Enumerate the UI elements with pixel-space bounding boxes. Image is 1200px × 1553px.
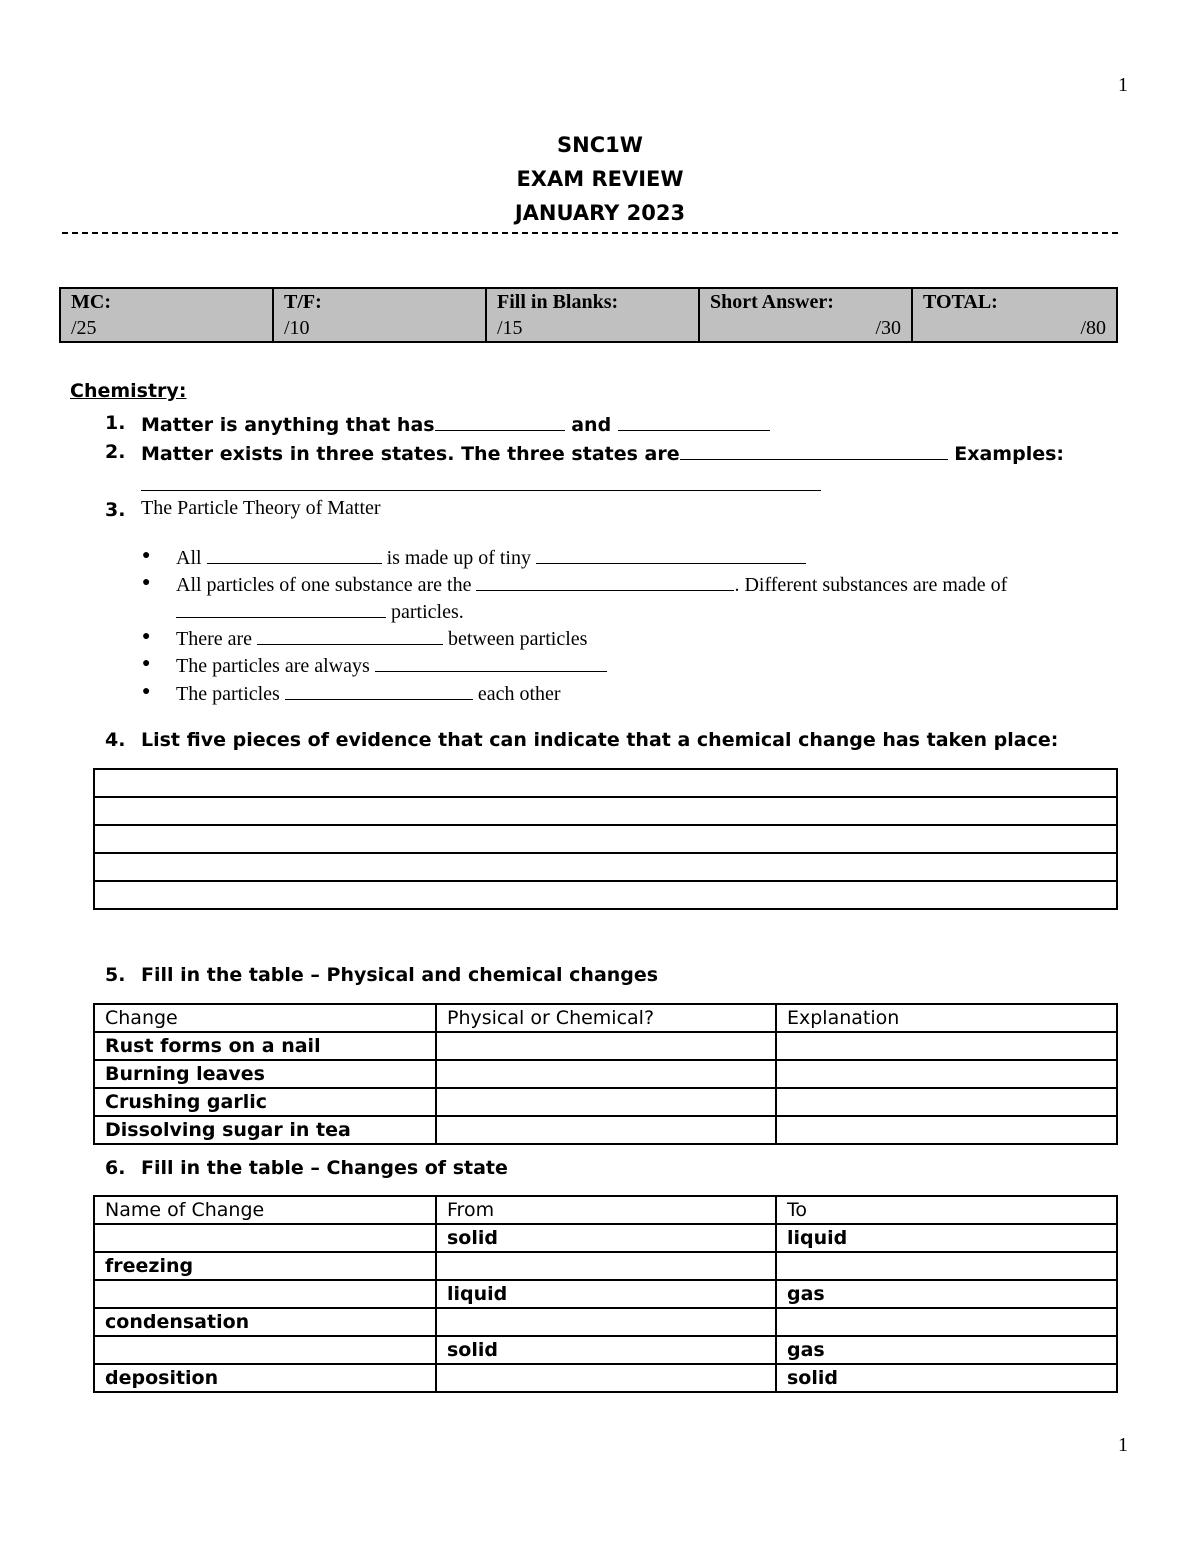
page-title: EXAM REVIEW xyxy=(516,167,684,191)
bullet-icon: ● xyxy=(142,548,151,563)
table-header-row: Change Physical or Chemical? Explanation xyxy=(94,1004,1117,1032)
table-row: Rust forms on a nail xyxy=(94,1032,1117,1060)
course-code: SNC1W xyxy=(557,133,643,157)
table-row: freezing xyxy=(94,1252,1117,1280)
blank[interactable] xyxy=(207,545,382,564)
dashed-separator xyxy=(62,232,1118,234)
exam-date: JANUARY 2023 xyxy=(514,201,686,225)
score-table xyxy=(59,287,1118,343)
blank[interactable] xyxy=(476,572,734,591)
blank[interactable] xyxy=(176,599,386,618)
table-row: condensation xyxy=(94,1308,1117,1336)
page-number-bottom: 1 xyxy=(1118,1434,1128,1456)
blank[interactable] xyxy=(435,412,565,431)
changes-table xyxy=(93,1003,1118,1145)
table-row: liquid gas xyxy=(94,1280,1117,1308)
evidence-row[interactable] xyxy=(94,853,1117,881)
blank-line[interactable] xyxy=(141,472,821,491)
state-changes-table xyxy=(93,1195,1118,1393)
evidence-row[interactable] xyxy=(94,769,1117,797)
evidence-row[interactable] xyxy=(94,825,1117,853)
bullet-icon: ● xyxy=(142,656,151,671)
score-cell-total: TOTAL: /80 xyxy=(912,288,1117,342)
title-block xyxy=(0,128,1200,230)
table-header-row: Name of Change From To xyxy=(94,1196,1117,1224)
table-row: Crushing garlic xyxy=(94,1088,1117,1116)
table-row: solid gas xyxy=(94,1336,1117,1364)
score-cell-short: Short Answer: /30 xyxy=(699,288,912,342)
blank[interactable] xyxy=(285,681,473,700)
section-heading: Chemistry: xyxy=(70,380,187,402)
bullet-icon: ● xyxy=(142,684,151,699)
score-cell-fill: Fill in Blanks: /15 xyxy=(486,288,699,342)
bullet-icon: ● xyxy=(142,575,151,590)
evidence-row[interactable] xyxy=(94,797,1117,825)
table-row: Burning leaves xyxy=(94,1060,1117,1088)
score-cell-mc: MC: /25 xyxy=(60,288,273,342)
blank[interactable] xyxy=(536,545,806,564)
evidence-row[interactable] xyxy=(94,881,1117,909)
blank[interactable] xyxy=(375,653,607,672)
score-cell-tf: T/F: /10 xyxy=(273,288,486,342)
evidence-table xyxy=(93,768,1118,910)
page-number-top: 1 xyxy=(1118,74,1128,96)
bullet-icon: ● xyxy=(142,629,151,644)
table-row: solid liquid xyxy=(94,1224,1117,1252)
blank[interactable] xyxy=(680,441,948,460)
blank[interactable] xyxy=(618,412,770,431)
table-row: Dissolving sugar in tea xyxy=(94,1116,1117,1144)
table-row: deposition solid xyxy=(94,1364,1117,1392)
blank[interactable] xyxy=(257,626,443,645)
